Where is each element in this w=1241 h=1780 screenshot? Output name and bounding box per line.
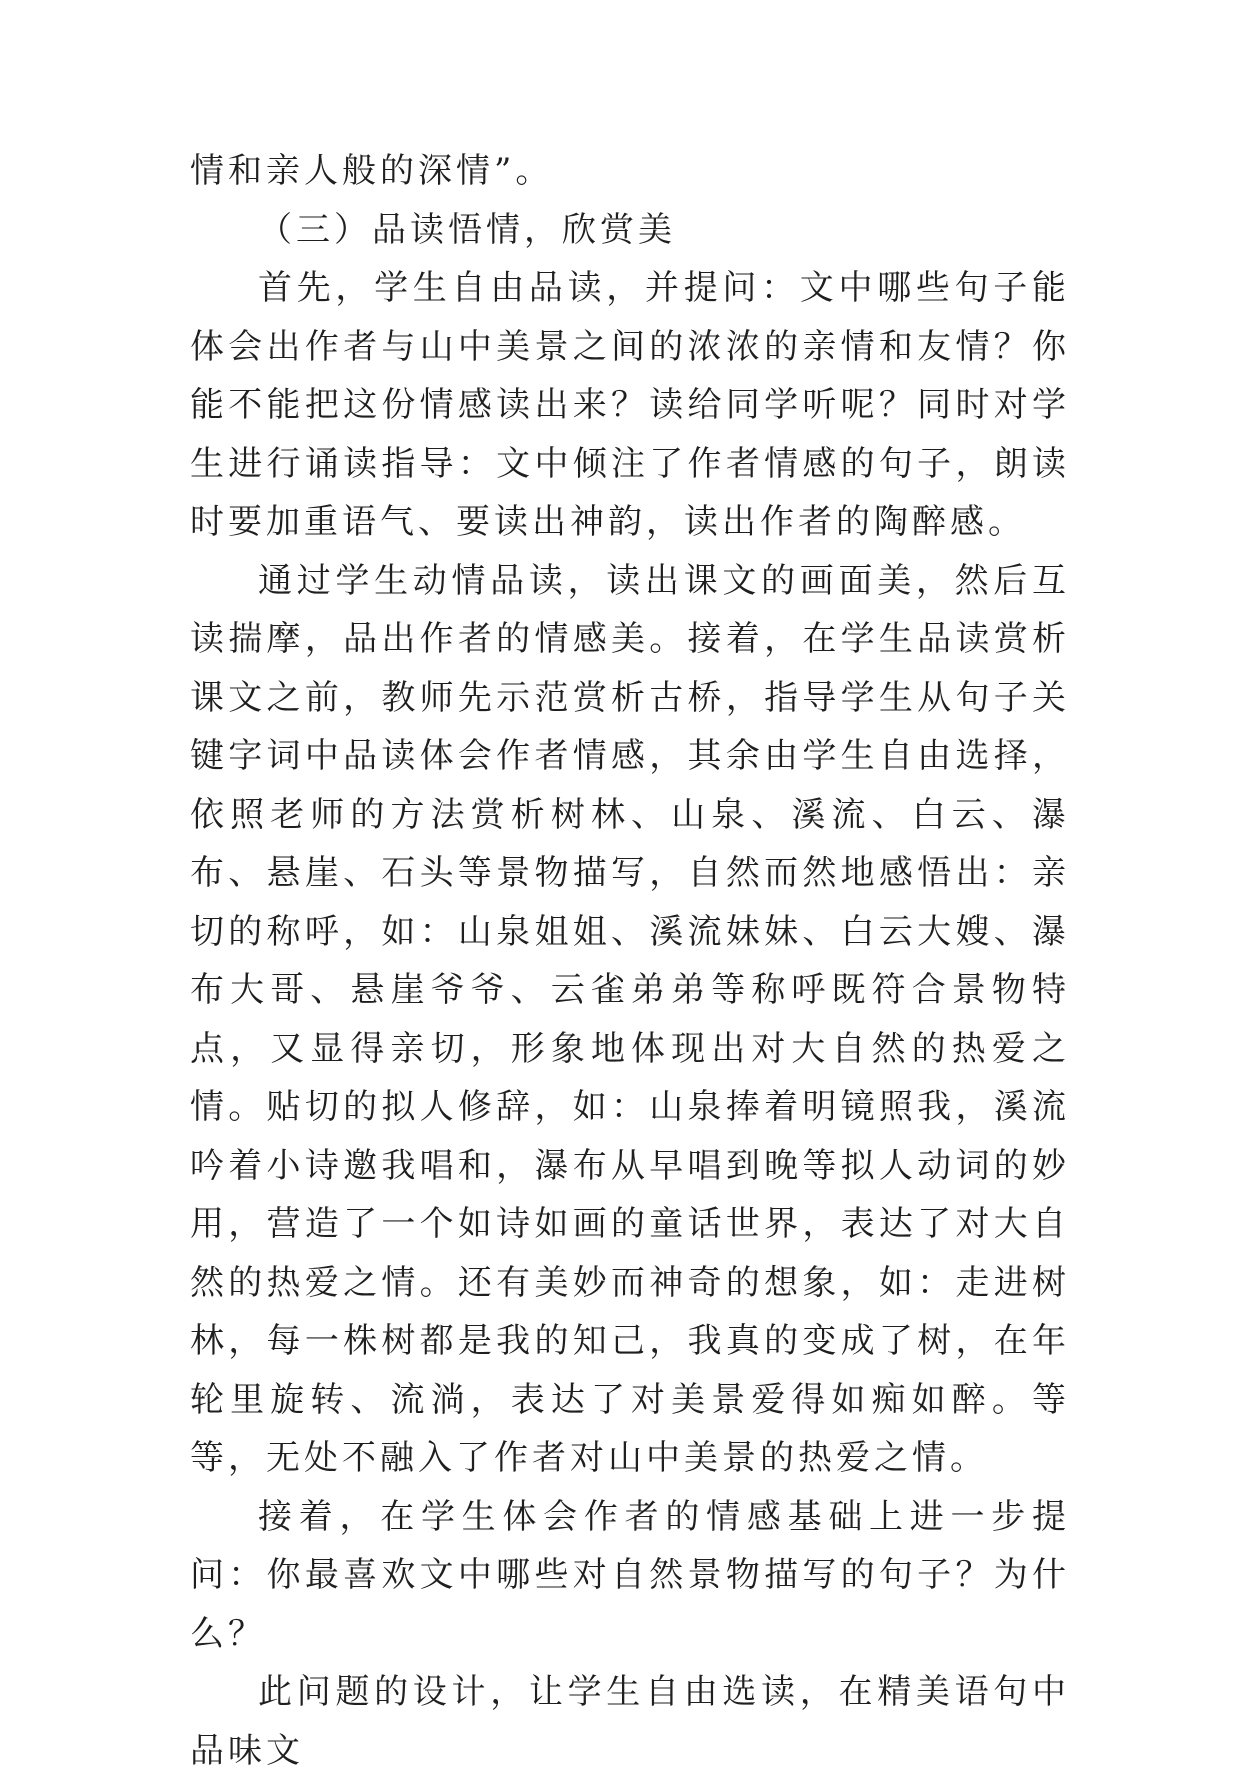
paragraph: 此问题的设计，让学生自由选读，在精美语句中品味文 [190, 1672, 1070, 1771]
paragraph-continuation: 情和亲人般的深情”。 [190, 151, 554, 191]
paragraph: 通过学生动情品读，读出课文的画面美，然后互读揣摩，品出作者的情感美。接着，在学生品读赏析课文之前，教师先示范赏析古桥，指导学生从句子关键字词中品读体会作者情感，其余由学生自由选择，依照老师的方法赏析树林、山泉、溪流、白云、瀑布、悬崖、石头等景物描写，自然而然地感悟出：亲切的称呼，如：山泉姐姐、溪流妹妹、白云大嫂、瀑布大哥、悬崖爷爷、云雀弟弟等称呼既符合景物特点，又显得亲切，形象地体现出对大自然的热爱之情。贴切的拟人修辞，如：山泉捧着明镜照我，溪流吟着小诗邀我唱和，瀑布从早唱到晚等拟人动词的妙用，营造了一个如诗如画的童话世界，表达了对大自然的热爱之情。还有美妙而神奇的想象，如：走进树林，每一株树都是我的知己，我真的变成了树，在年轮里旋转、流淌，表达了对美景爱得如痴如醉。等等，无处不融入了作者对山中美景的热爱之情。 [190, 560, 1070, 1478]
section-heading: （三）品读悟情，欣赏美 [258, 209, 676, 250]
document-page [190, 142, 1070, 1780]
paragraph: 首先，学生自由品读，并提问：文中哪些句子能体会出作者与山中美景之间的浓浓的亲情和友情？你能不能把这份情感读出来？读给同学听呢？同时对学生进行诵读指导：文中倾注了作者情感的句子，朗读时要加重语气、要读出神韵，读出作者的陶醉感。 [190, 268, 1070, 542]
paragraph: 接着，在学生体会作者的情感基础上进一步提问：你最喜欢文中哪些对自然景物描写的句子？为什么？ [190, 1496, 1070, 1654]
